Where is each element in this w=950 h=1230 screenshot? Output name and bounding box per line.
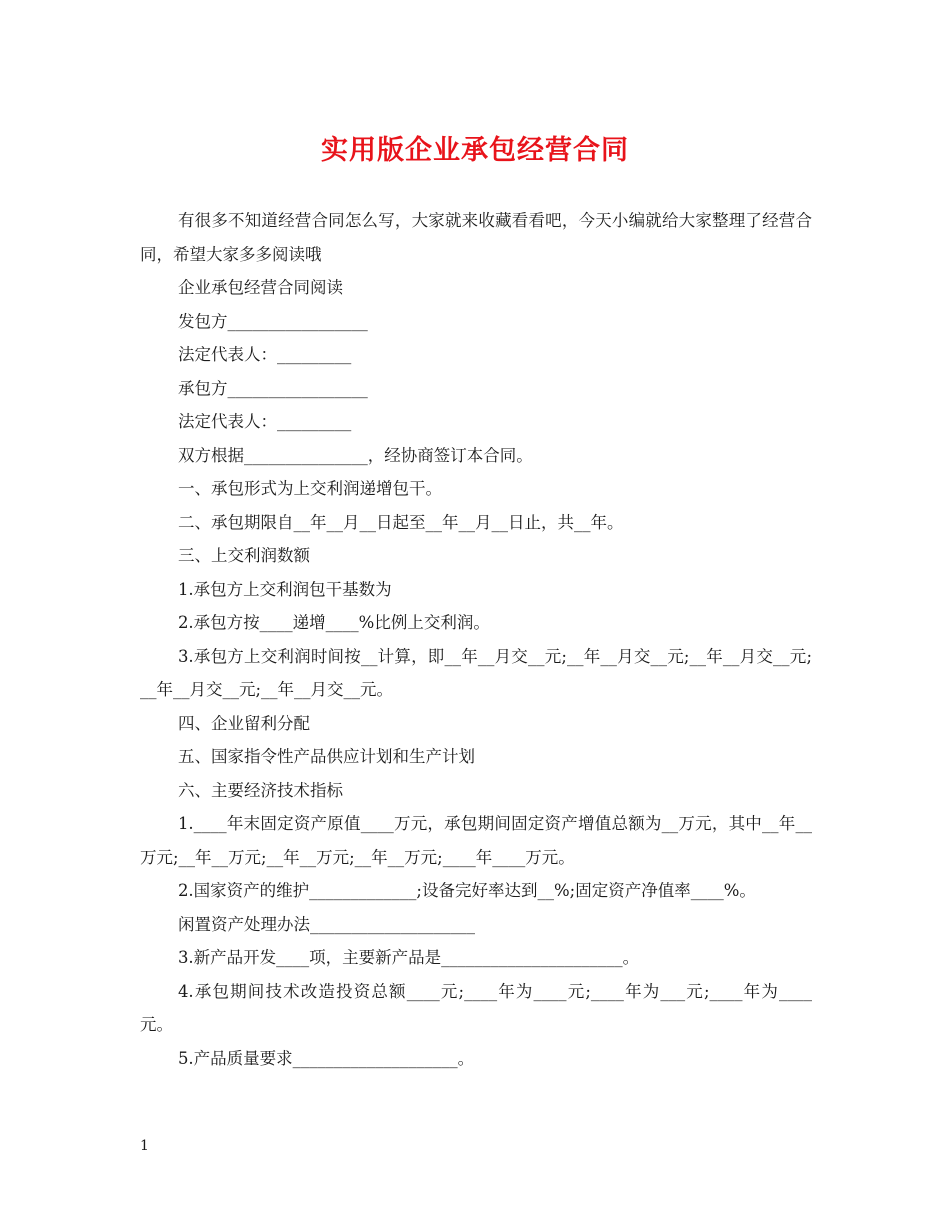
contractor-representative-line: 法定代表人：_________ <box>177 412 352 431</box>
idle-assets-line: 闲置资产处理办法____________________ <box>177 914 475 934</box>
clause-3-item-2: 2.承包方按____递增____%比例上交利润。 <box>177 613 490 632</box>
clause-3-heading: 三、上交利润数额 <box>177 546 310 565</box>
intro-paragraph: 有很多不知道经营合同怎么写，大家就来收藏看看吧，今天小编就给大家整理了经营合同，希望大家多多阅读哦 <box>140 211 812 264</box>
clause-6-item-2: 2.国家资产的维护_____________;设备完好率达到__%;固定资产净值率____%。 <box>177 881 756 900</box>
clause-2: 二、承包期限自__年__月__日起至__年__月__日止，共__年。 <box>177 512 624 532</box>
subtitle-line: 企业承包经营合同阅读 <box>177 278 343 297</box>
clause-3-item-3: 3.承包方上交利润时间按__计算，即__年__月交__元;__年__月交__元;__年__月交__元;__年__月交__元;__年__月交__元。 <box>140 646 812 699</box>
clause-6-item-5: 5.产品质量要求____________________。 <box>177 1048 475 1068</box>
clause-6-heading: 六、主要经济技术指标 <box>177 780 343 800</box>
clause-1: 一、承包形式为上交利润递增包干。 <box>177 479 442 498</box>
clause-4-heading: 四、企业留利分配 <box>177 713 310 733</box>
clause-3-item-1: 1.承包方上交利润包干基数为 <box>177 579 392 599</box>
clause-6-item-4: 4.承包期间技术改造投资总额____元;____年为____元;____年为___元;____年为____元。 <box>140 981 812 1034</box>
basis-line: 双方根据_______________，经协商签订本合同。 <box>177 445 533 465</box>
clause-5-heading: 五、国家指令性产品供应计划和生产计划 <box>177 747 475 766</box>
employer-line: 发包方_________________ <box>177 311 368 331</box>
contractor-line: 承包方_________________ <box>177 378 368 398</box>
clause-6-item-3: 3.新产品开发____项，主要新产品是______________________。 <box>177 948 640 967</box>
document-body <box>140 204 812 1075</box>
clause-6-item-1: 1.____年末固定资产原值____万元，承包期间固定资产增值总额为__万元，其中__年__万元;__年__万元;__年__万元;__年__万元;____年____万元。 <box>140 814 812 867</box>
document-title: 实用版企业承包经营合同 <box>321 135 629 166</box>
page-number: 1 <box>140 1138 149 1154</box>
employer-representative-line: 法定代表人：_________ <box>177 345 352 364</box>
